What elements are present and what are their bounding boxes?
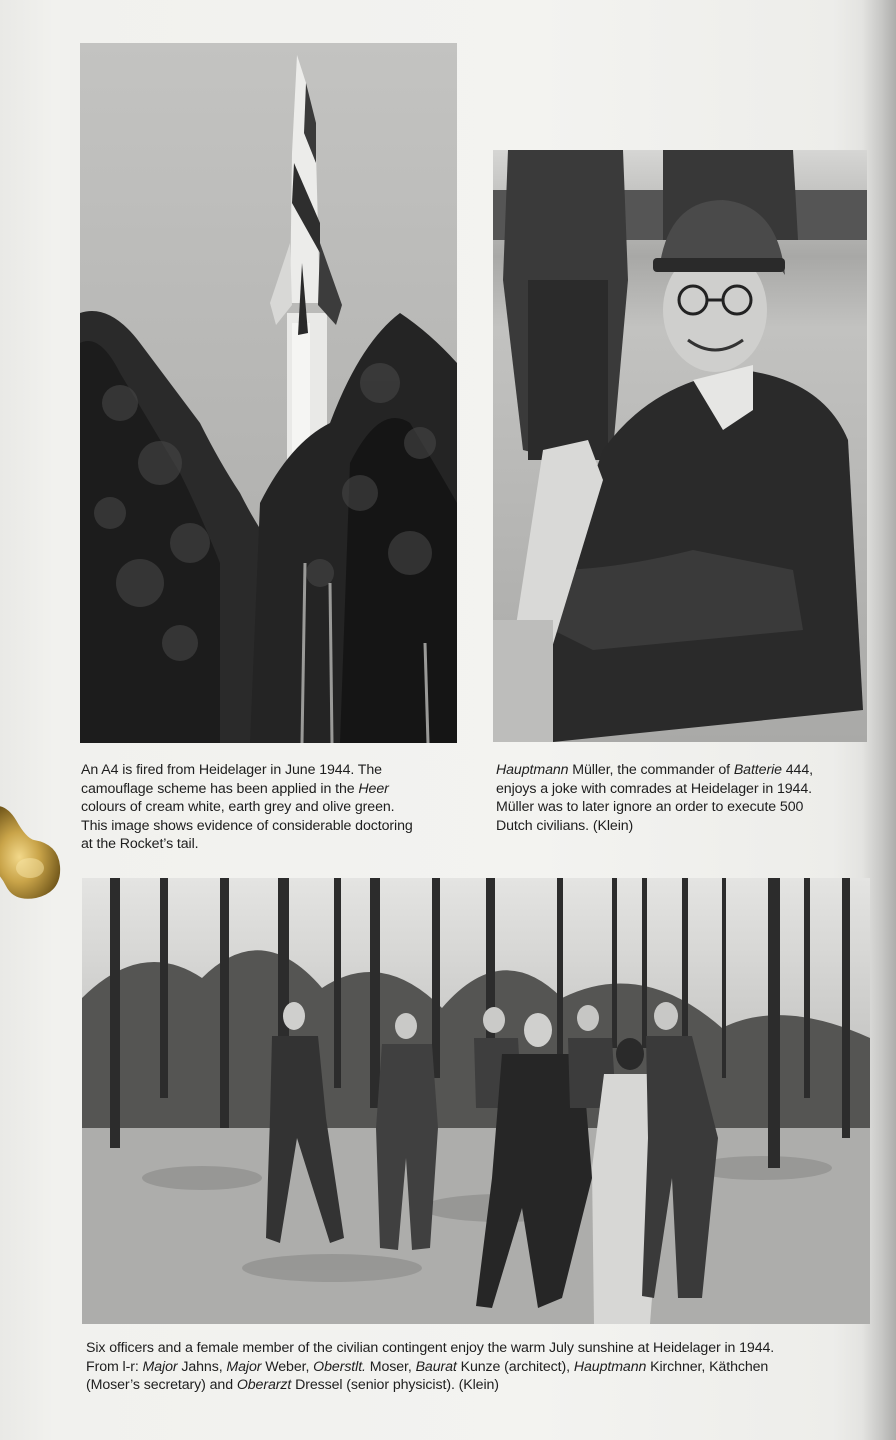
- caption-text: camouflage scheme has been applied in the: [81, 780, 359, 797]
- caption-line: Dutch civilians. (Klein): [496, 817, 634, 834]
- caption-line: [496, 761, 866, 780]
- caption-line: at the Rocket’s tail.: [81, 836, 199, 853]
- caption-line: [81, 780, 466, 799]
- caption-italic-term: Major: [226, 1358, 262, 1375]
- muller-photo-caption: [496, 761, 866, 835]
- caption-italic-term: Batterie: [733, 762, 782, 778]
- caption-line: An A4 is fired from Heidelager in June 1944. The: [81, 762, 382, 778]
- caption-text: Müller, the commander of: [568, 762, 734, 778]
- caption-italic-term: Oberstlt.: [313, 1358, 366, 1375]
- brass-knob-icon: [0, 800, 62, 904]
- officers-photo-caption: [86, 1339, 876, 1395]
- hauptmann-muller-photo: [493, 150, 867, 742]
- caption-text: (Moser’s secretary) and: [86, 1377, 237, 1394]
- caption-text: Weber,: [261, 1358, 314, 1375]
- caption-italic-term: Oberarzt: [236, 1377, 292, 1394]
- caption-line: Müller was to later ignore an order to execute 500: [496, 799, 804, 816]
- rocket-photo-caption: [81, 761, 466, 854]
- caption-line: [86, 1358, 876, 1377]
- caption-line: This image shows evidence of considerable doctoring: [81, 817, 413, 834]
- caption-text: Kirchner, Käthchen: [646, 1358, 769, 1375]
- caption-text: Kunze (architect),: [456, 1358, 574, 1375]
- caption-italic-term: Baurat: [415, 1358, 457, 1375]
- officers-group-photo: [82, 878, 870, 1324]
- caption-line: [86, 1376, 876, 1395]
- caption-line: enjoys a joke with comrades at Heidelager in 1944.: [496, 780, 812, 797]
- caption-text: From l-r:: [86, 1358, 143, 1375]
- caption-italic-term: Hauptmann: [496, 762, 569, 778]
- rocket-launch-photo: [80, 43, 457, 743]
- caption-text: Moser,: [365, 1358, 416, 1375]
- caption-line: colours of cream white, earth grey and olive green.: [81, 799, 395, 816]
- caption-italic-term: Hauptmann: [573, 1358, 647, 1375]
- caption-text: Dressel (senior physicist). (Klein): [291, 1377, 499, 1394]
- caption-text: 444,: [781, 762, 813, 778]
- caption-line: Six officers and a female member of the civilian contingent enjoy the warm July sunshine at Heidelager in 1944.: [86, 1340, 775, 1356]
- caption-italic-term: Heer: [358, 780, 389, 797]
- caption-text: Jahns,: [177, 1358, 227, 1375]
- caption-italic-term: Major: [142, 1358, 178, 1375]
